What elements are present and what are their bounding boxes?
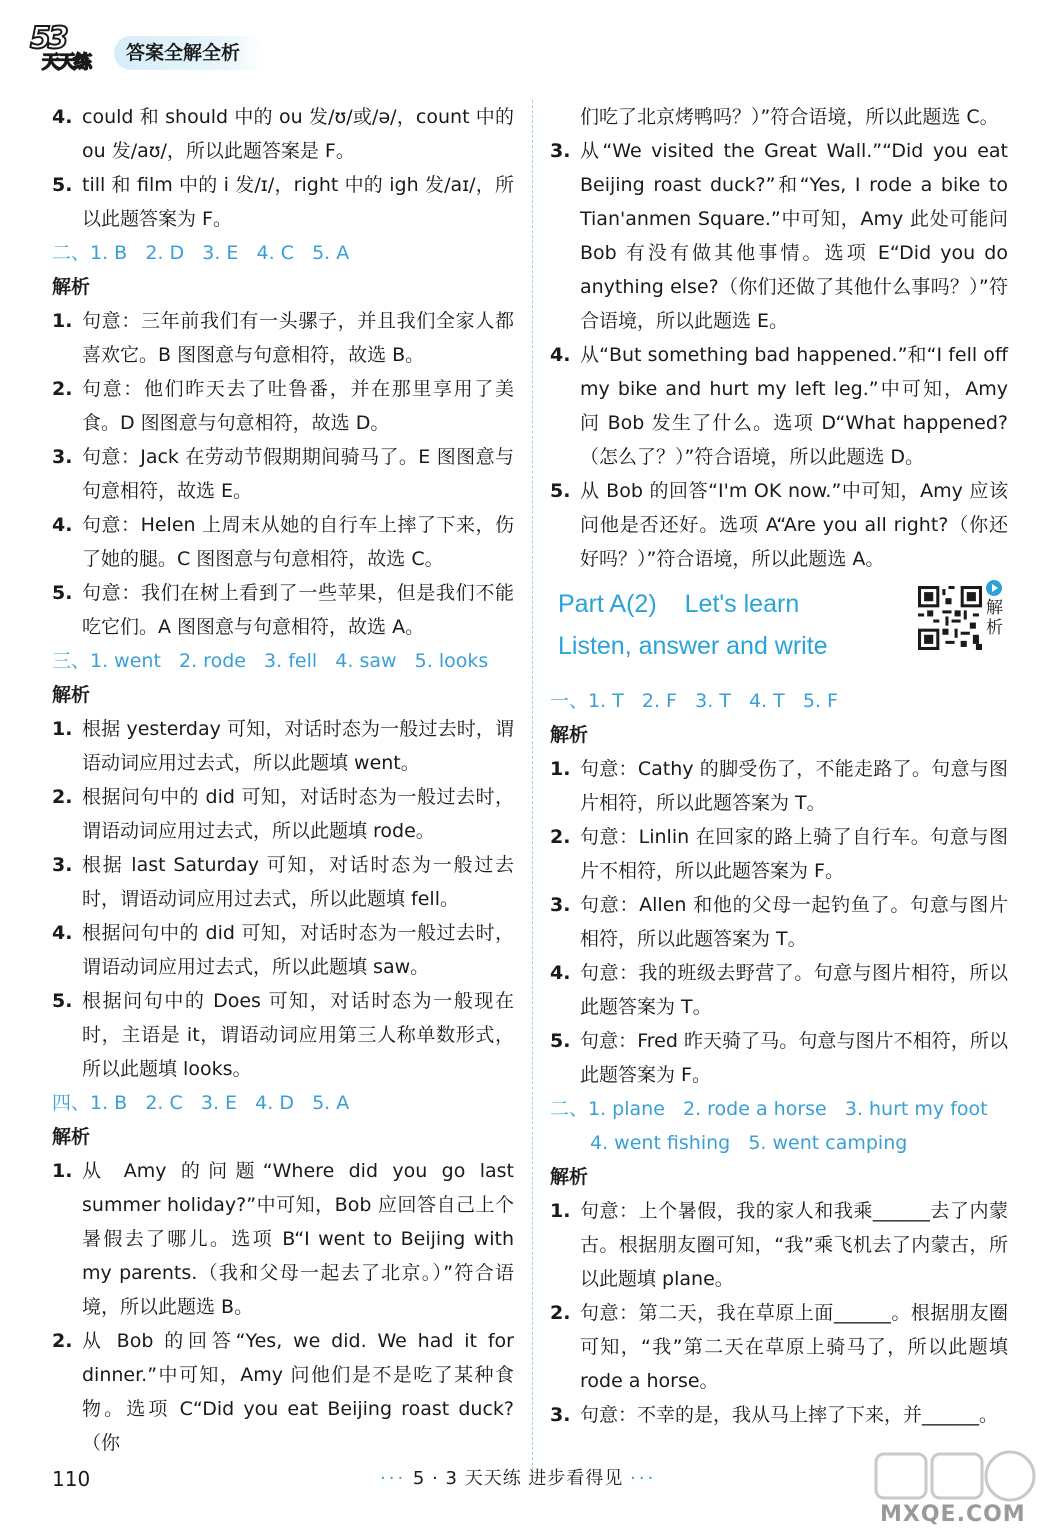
header — [26, 22, 386, 82]
list-item: 4. 根据问句中的 did 可知，对话时态为一般过去时，谓语动词应用过去式，所以此题填 saw。 — [52, 922, 514, 978]
answer-key-2: 二、1. B 2. D 3. E 4. C 5. A — [52, 242, 350, 264]
logo-number: 53 — [30, 21, 66, 56]
list-item: 1. 句意：三年前我们有一头骡子，并且我们全家人都喜欢它。B 图图意与句意相符，故选 B。 — [52, 310, 514, 366]
list-item: 5. 句意：Fred 昨天骑了马。句意与图片不相符，所以此题答案为 F。 — [550, 1030, 1008, 1086]
list-item: 4. could 和 should 中的 ou 发/ʊ/或/ə/，count 中的 ou 发/aʊ/，所以此题答案是 F。 — [52, 106, 514, 162]
list-item: 2. 从 Bob 的回答“Yes, we did. We had it for dinner.”中可知，Amy 问他们是不是吃了某种食物。选项 C“Did you eat Beijing roast duck?（你 — [52, 1330, 514, 1454]
list-item: 2. 句意：他们昨天去了吐鲁番，并在那里享用了美食。D 图图意与句意相符，故选 D。 — [52, 378, 514, 434]
list-item: 2. 根据问句中的 did 可知，对话时态为一般过去时，谓语动词应用过去式，所以此题填 rode。 — [52, 786, 514, 842]
section-heading: 解析 — [550, 1166, 589, 1188]
list-item: 4. 从“But something bad happened.”和“I fell off my bike and hurt my left leg.”中可知，Amy 问 Bob 发生了什么。选项 D“What happened?（怎么了？）”符合语境，所以此题选 D。 — [550, 344, 1008, 468]
answer-key-2b: 二、1. plane 2. rode a horse 3. hurt my foot — [550, 1098, 988, 1120]
dots-left: ··· — [380, 1468, 407, 1489]
list-item: 3. 根据 last Saturday 可知，对话时态为一般过去时，谓语动词应用过去式，所以此题填 fell。 — [52, 854, 514, 910]
part-header — [558, 584, 1008, 680]
list-item: 3. 句意：不幸的是，我从马上摔了下来，并______。 — [550, 1404, 999, 1426]
list-item: 5. 根据问句中的 Does 可知，对话时态为一般现在时，主语是 it，谓语动词应用第三人称单数形式，所以此题填 looks。 — [52, 990, 514, 1080]
section-heading: 解析 — [52, 276, 91, 298]
header-tagline: 答案全解全析 — [114, 36, 266, 70]
answer-key-3: 三、1. went 2. rode 3. fell 4. saw 5. looks — [52, 650, 489, 672]
section-heading: 解析 — [550, 724, 589, 746]
part-lets-learn: Let's learn — [684, 590, 800, 618]
list-item: 5. till 和 film 中的 i 发/ɪ/，right 中的 igh 发/aɪ/，所以此题答案为 F。 — [52, 174, 514, 230]
footer-slogan — [380, 1462, 656, 1496]
list-item: 4. 句意：Helen 上周末从她的自行车上摔了下来，伤了她的腿。C 图图意与句意相符，故选 C。 — [52, 514, 514, 570]
list-item: 3. 句意：Jack 在劳动节假期期间骑马了。E 图图意与句意相符，故选 E。 — [52, 446, 514, 502]
dots-right: ··· — [630, 1468, 657, 1489]
play-icon[interactable] — [986, 580, 1002, 596]
list-item: 5. 从 Bob 的回答“I'm OK now.”中可知，Amy 应该问他是否还好。选项 A“Are you all right?（你还好吗？）”符合语境，所以此题选 A。 — [550, 480, 1008, 570]
list-item: 2. 句意：Linlin 在回家的路上骑了自行车。句意与图片不相符，所以此题答案为 F。 — [550, 826, 1008, 882]
answer-key-4: 四、1. B 2. C 3. E 4. D 5. A — [52, 1092, 350, 1114]
section-heading: 解析 — [52, 684, 91, 706]
left-column — [52, 100, 514, 1460]
column-divider — [532, 100, 533, 1470]
section-heading: 解析 — [52, 1126, 91, 1148]
answer-key-2b-cont: 4. went fishing 5. went camping — [590, 1132, 908, 1154]
logo-subtext: 天天练 — [42, 52, 90, 73]
list-item: 3. 句意：Allen 和他的父母一起钓鱼了。句意与图片相符，所以此题答案为 T。 — [550, 894, 1008, 950]
list-item: 2. 句意：第二天，我在草原上面______。根据朋友圈可知，“我”第二天在草原上骑马了，所以此题填 rode a horse。 — [550, 1302, 1008, 1392]
watermark-text: MXQE.COM — [880, 1502, 1026, 1527]
part-subtitle: Listen, answer and write — [558, 632, 828, 660]
list-item: 3. 从“We visited the Great Wall.”“Did you eat Beijing roast duck?”和“Yes, I rode a bike to Tian'anmen Square.”中可知，Amy 此处可能问 Bob 有没有做其他事情。选项 E“Did you do anything else?（你们还做了其他什么事吗？）”符合语境，所以此题选 E。 — [550, 140, 1008, 332]
brand-logo — [26, 21, 108, 76]
list-item: 4. 句意：我的班级去野营了。句意与图片相符，所以此题答案为 T。 — [550, 962, 1008, 1018]
continued-text: 们吃了北京烤鸭吗？）”符合语境，所以此题选 C。 — [580, 106, 999, 128]
list-item: 1. 从 Amy 的问题“Where did you go last summer holiday?”中可知，Bob 应回答自己上个暑假去了哪儿。选项 B“I went to Beijing with my parents.（我和父母一起去了北京。）”符合语境，所以此题选 B。 — [52, 1160, 514, 1318]
part-title: Part A(2) — [558, 590, 657, 618]
page-number: 110 — [52, 1467, 91, 1491]
slogan-text: 5 · 3 天天练 进步看得见 — [412, 1468, 624, 1489]
list-item: 1. 句意：上个暑假，我的家人和我乘______去了内蒙古。根据朋友圈可知，“我”乘飞机去了内蒙古，所以此题填 plane。 — [550, 1200, 1008, 1290]
list-item: 1. 句意：Cathy 的脚受伤了，不能走路了。句意与图片相符，所以此题答案为 T。 — [550, 758, 1008, 814]
answer-key-1: 一、1. T 2. F 3. T 4. T 5. F — [550, 690, 838, 712]
list-item: 5. 句意：我们在树上看到了一些苹果，但是我们不能吃它们。A 图图意与句意相符，故选 A。 — [52, 582, 514, 638]
right-column — [550, 100, 1008, 1432]
qr-label: 解析 — [986, 598, 1003, 638]
qr-code-icon[interactable] — [918, 586, 982, 650]
list-item: 1. 根据 yesterday 可知，对话时态为一般过去时，谓语动词应用过去式，所以此题填 went。 — [52, 718, 514, 774]
